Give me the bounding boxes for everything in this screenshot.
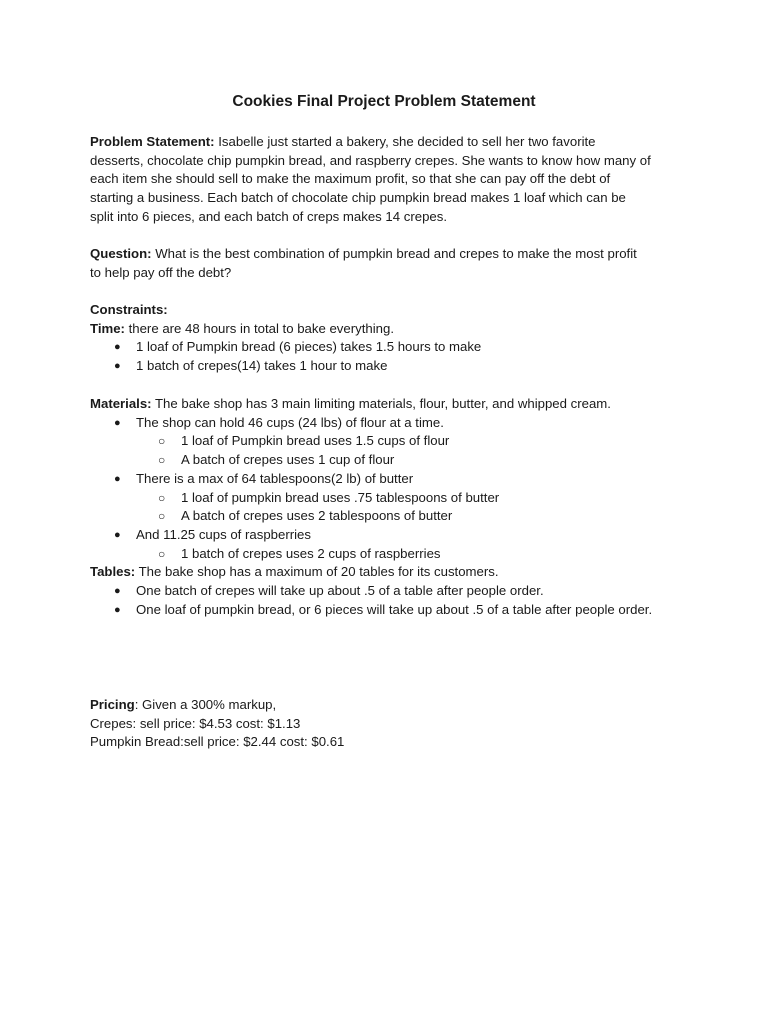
tables-label: Tables: xyxy=(90,564,136,580)
problem-statement-text: Isabelle just started a bakery, she decided to sell her two favorite xyxy=(214,134,596,149)
constraints-section xyxy=(90,301,690,376)
sub-bullet-icon: ○ xyxy=(158,453,166,468)
list-item-text: 1 batch of crepes(14) takes 1 hour to make xyxy=(136,358,388,374)
list-item-text: 1 loaf of Pumpkin bread (6 pieces) takes 1.5 hours to make xyxy=(136,339,482,355)
sub-bullet-icon: ○ xyxy=(158,434,166,449)
sub-list-item-text: A batch of crepes uses 2 tablespoons of butter xyxy=(181,508,453,524)
constraints-heading: Constraints: xyxy=(90,302,168,317)
question-section xyxy=(90,245,690,282)
materials-text: The bake shop has 3 main limiting materials, flour, butter, and whipped cream. xyxy=(151,396,611,411)
sub-list-item-text: 1 loaf of Pumpkin bread uses 1.5 cups of flour xyxy=(181,433,450,449)
sub-bullet-icon: ○ xyxy=(158,546,166,561)
list-item-text: One loaf of pumpkin bread, or 6 pieces will take up about .5 of a table after people order. xyxy=(136,601,653,617)
bullet-icon: ● xyxy=(114,360,121,373)
pricing-section xyxy=(90,696,690,752)
bullet-icon: ● xyxy=(114,585,121,598)
pricing-text: : Given a 300% markup, xyxy=(134,697,277,712)
sub-list-item xyxy=(90,507,710,526)
bullet-icon: ● xyxy=(114,603,121,616)
question-line xyxy=(90,245,690,264)
bullet-icon: ● xyxy=(114,416,121,429)
problem-statement-line: split into 6 pieces, and each batch of creps makes 14 crepes. xyxy=(90,208,447,224)
time-label: Time: xyxy=(90,320,125,336)
bullet-icon: ● xyxy=(114,341,121,354)
list-item xyxy=(90,601,710,620)
pricing-line xyxy=(90,696,690,715)
sub-bullet-icon: ○ xyxy=(158,509,166,524)
tables-line xyxy=(90,563,710,582)
list-item-text: There is a max of 64 tablespoons(2 lb) of butter xyxy=(136,470,414,486)
list-item xyxy=(90,470,710,489)
sub-bullet-icon: ○ xyxy=(158,490,166,505)
sub-list-item-text: A batch of crepes uses 1 cup of flour xyxy=(181,452,395,468)
list-item-text: The shop can hold 46 cups (24 lbs) of flour at a time. xyxy=(136,414,444,430)
tables-text: The bake shop has a maximum of 20 tables for its customers. xyxy=(135,564,499,580)
crepes-price-line: Crepes: sell price: $4.53 cost: $1.13 xyxy=(90,715,301,731)
sub-list-item xyxy=(90,451,710,470)
list-item-text: One batch of crepes will take up about .5 of a table after people order. xyxy=(136,583,544,599)
time-text: there are 48 hours in total to bake everything. xyxy=(124,320,394,336)
time-line xyxy=(90,320,690,339)
bullet-icon: ● xyxy=(114,472,121,485)
sub-list-item-text: 1 loaf of pumpkin bread uses .75 tablespoons of butter xyxy=(181,489,500,505)
sub-list-item xyxy=(90,432,710,451)
sub-list-item-text: 1 batch of crepes uses 2 cups of raspberries xyxy=(181,545,441,561)
list-item xyxy=(90,582,710,601)
question-text: What is the best combination of pumpkin bread and crepes to make the most profit xyxy=(151,246,637,261)
list-item-text: And 11.25 cups of raspberries xyxy=(136,526,311,542)
pumpkin-bread-price-line: Pumpkin Bread:sell price: $2.44 cost: $0.61 xyxy=(90,734,345,750)
list-item xyxy=(90,357,690,376)
sub-list-item xyxy=(90,489,710,508)
problem-statement-section xyxy=(90,133,690,227)
question-label: Question: xyxy=(90,246,152,261)
list-item xyxy=(90,414,710,433)
page-title: Cookies Final Project Problem Statement xyxy=(232,93,536,110)
list-item xyxy=(90,526,710,545)
problem-statement-line: each item she should sell to make the maximum profit, so that she can pay off the debt of xyxy=(90,171,611,187)
problem-statement-label: Problem Statement: xyxy=(90,134,215,149)
problem-statement-line: desserts, chocolate chip pumpkin bread, and raspberry crepes. She wants to know how many of xyxy=(90,152,651,168)
problem-statement-line: starting a business. Each batch of chocolate chip pumpkin bread makes 1 loaf which can be xyxy=(90,190,626,206)
bullet-icon: ● xyxy=(114,528,121,541)
problem-statement-line xyxy=(90,133,690,152)
materials-label: Materials: xyxy=(90,396,152,411)
pricing-label: Pricing xyxy=(90,697,135,712)
materials-line xyxy=(90,395,710,414)
list-item xyxy=(90,338,690,357)
materials-section xyxy=(90,395,710,619)
question-line: to help pay off the debt? xyxy=(90,264,232,280)
sub-list-item xyxy=(90,545,710,564)
